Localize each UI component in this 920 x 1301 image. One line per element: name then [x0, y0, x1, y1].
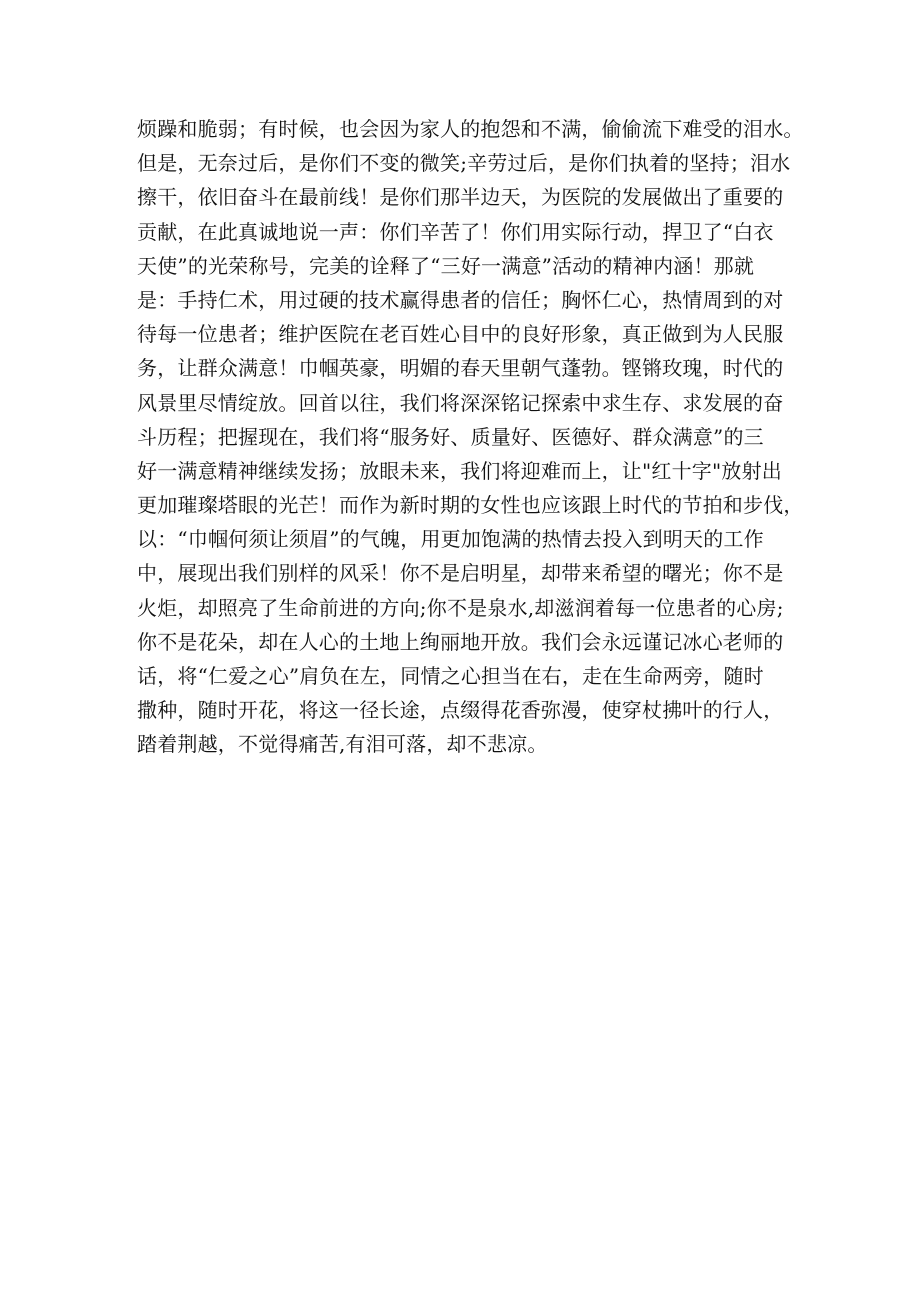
body-paragraph [137, 112, 804, 762]
text-line: 待每一位患者；维护医院在老百姓心目中的良好形象，真正做到为人民服 [137, 322, 784, 347]
text-line: 务，让群众满意！巾帼英豪，明媚的春天里朝气蓬勃。铿锵玫瑰，时代的 [137, 356, 784, 381]
text-line: 天使”的光荣称号，完美的诠释了“三好一满意”活动的精神内涵！那就 [137, 253, 755, 278]
text-line: 贡献，在此真诚地说一声：你们辛苦了！你们用实际行动，捍卫了“白衣 [137, 219, 774, 244]
text-line: 踏着荆越，不觉得痛苦,有泪可落，却不悲凉。 [137, 732, 548, 757]
text-line: 但是，无奈过后，是你们不变的微笑;辛劳过后，是你们执着的坚持；泪水 [137, 151, 791, 176]
text-line: 话，将“仁爱之心”肩负在左，同情之心担当在右，走在生命两旁，随时 [137, 664, 764, 688]
text-line: 撒种，随时开花，将这一径长途，点缀得花香弥漫，使穿杖拂叶的行人， [137, 698, 784, 723]
text-line: 风景里尽情绽放。回首以往，我们将深深铭记探索中求生存、求发展的奋 [137, 390, 784, 415]
text-line: 斗历程；把握现在，我们将“服务好、质量好、医德好、群众满意”的三 [137, 424, 764, 449]
text-line: 你不是花朵，却在人心的土地上绚丽地开放。我们会永远谨记冰心老师的 [137, 629, 784, 654]
text-line: 中，展现出我们别样的风采！你不是启明星，却带来希望的曙光；你不是 [137, 561, 784, 586]
text-line: 烦躁和脆弱；有时候，也会因为家人的抱怨和不满，偷偷流下难受的泪水。 [137, 117, 804, 141]
text-line: 火炬，却照亮了生命前进的方向;你不是泉水,却滋润着每一位患者的心房; [137, 595, 784, 620]
text-line: 是：手持仁术，用过硬的技术赢得患者的信任；胸怀仁心，热情周到的对 [137, 287, 784, 312]
text-line: 更加璀璨塔眼的光芒！而作为新时期的女性也应该跟上时代的节拍和步伐， [137, 493, 804, 518]
text-line: 好一满意精神继续发扬；放眼未来，我们将迎难而上，让"红十字"放射出 [137, 458, 782, 483]
text-line: 以：“巾帼何须让须眉”的气魄，用更加饱满的热情去投入到明天的工作 [137, 527, 764, 552]
text-line: 擦干，依旧奋斗在最前线！是你们那半边天，为医院的发展做出了重要的 [137, 185, 784, 210]
